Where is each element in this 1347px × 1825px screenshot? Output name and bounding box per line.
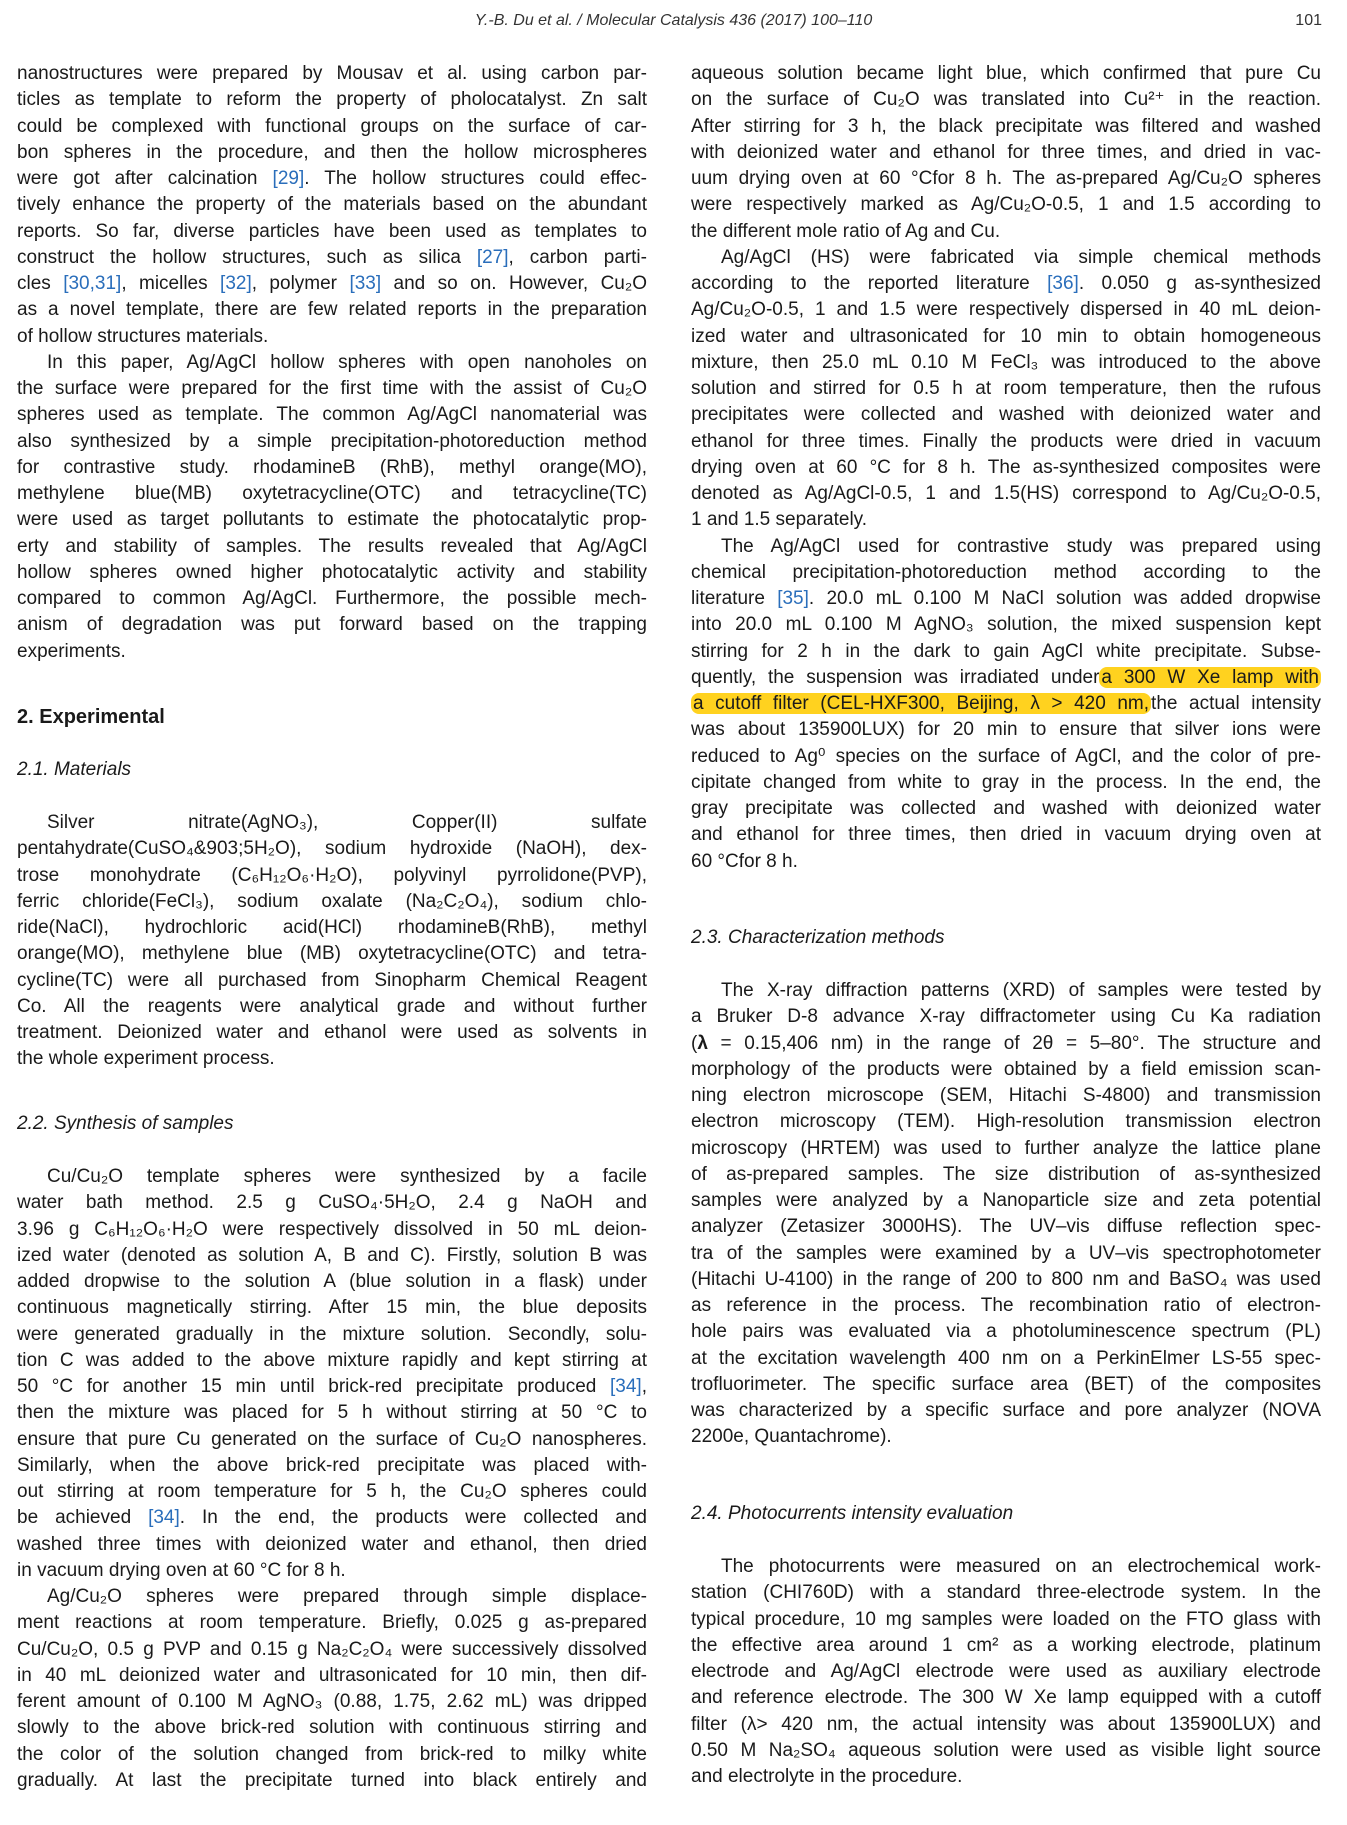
text-line: be achieved [34]. In the end, the products were collected and <box>17 1507 647 1529</box>
text-line: orange(MO), methylene blue (MB) oxytetracycline(OTC) and tetra- <box>17 943 647 965</box>
text-line: Silver nitrate(AgNO₃), Copper(II) sulfate <box>47 812 647 833</box>
text-line: precipitates were collected and washed with deionized water and <box>691 404 1321 426</box>
text-line: samples were analyzed by a Nanoparticle size and zeta potential <box>691 1190 1321 1211</box>
text-line: ized water and ultrasonicated for 10 min to obtain homogeneous <box>691 325 1321 347</box>
text-line: washed three times with deionized water and ethanol, then dried <box>17 1533 647 1555</box>
text-line: according to the reported literature [36]. 0.050 g as-synthesized <box>691 273 1321 294</box>
text-line: ferent amount of 0.100 M AgNO₃ (0.88, 1.75, 2.62 mL) was dripped <box>17 1691 647 1712</box>
highlighted-text: a cutoff filter (CEL-HXF300, Beijing, λ > 420 nm, <box>693 693 1150 714</box>
text-line: continuous magnetically stirring. After 15 min, the blue deposits <box>17 1297 647 1319</box>
text-line: compared to common Ag/AgCl. Furthermore, the possible mech- <box>17 588 647 609</box>
text-line: into 20.0 mL 0.100 M AgNO₃ solution, the mixed suspension kept <box>691 614 1321 636</box>
text-line: then the mixture was placed for 5 h without stirring at 50 °C to <box>17 1402 647 1424</box>
characterization-text <box>691 978 1321 1451</box>
text-line: the different mole ratio of Ag and Cu. <box>691 220 1001 242</box>
text-line: Ag/Cu₂O-0.5, 1 and 1.5 were respectively dispersed in 40 mL deion- <box>691 299 1321 321</box>
text-line: construct the hollow structures, such as silica [27], carbon parti- <box>17 246 647 268</box>
text-line: with deionized water and ethanol for three times, and dried in vac- <box>691 141 1321 163</box>
text-line: Ag/AgCl (HS) were fabricated via simple chemical methods <box>721 246 1321 268</box>
text-line: The photocurrents were measured on an electrochemical work- <box>721 1556 1321 1577</box>
bold-symbol: λ <box>697 1032 708 1054</box>
text-line: microscopy (HRTEM) was used to further analyze the lattice plane <box>691 1137 1321 1159</box>
text-line: at the excitation wavelength 400 nm on a PerkinElmer LS-55 spec- <box>691 1347 1321 1369</box>
text-line: were got after calcination [29]. The hollow structures could effec- <box>17 168 647 189</box>
subsection-heading-characterization: 2.3. Characterization methods <box>691 927 945 948</box>
citation-link[interactable]: [34] <box>610 1376 642 1397</box>
text-line: erty and stability of samples. The results revealed that Ag/AgCl <box>17 535 647 557</box>
text-line: (Hitachi U-4100) in the range of 200 to 800 nm and BaSO₄ was used <box>691 1268 1321 1290</box>
citation-link[interactable]: [32] <box>220 273 252 294</box>
section-heading-experimental: 2. Experimental <box>17 706 165 728</box>
text-line: hollow spheres owned higher photocatalytic activity and stability <box>17 561 647 583</box>
text-line: ride(NaCl), hydrochloric acid(HCl) rhodamineB(RhB), methyl <box>17 917 647 938</box>
text-line: tion C was added to the above mixture rapidly and kept stirring at <box>17 1349 647 1371</box>
synthesis-continued-text <box>691 61 1321 875</box>
running-head: Y.-B. Du et al. / Molecular Catalysis 436 (2017) 100–110 <box>474 12 873 29</box>
text-line: In this paper, Ag/AgCl hollow spheres with open nanoholes on <box>47 351 647 373</box>
text-line: station (CHI760D) with a standard three-electrode system. In the <box>691 1582 1321 1604</box>
text-line: a cutoff filter (CEL-HXF300, Beijing, λ > 420 nm, the actual intensity <box>693 693 1322 714</box>
text-line: Co. All the reagents were analytical grade and without further <box>17 995 647 1017</box>
synthesis-text <box>17 1164 647 1794</box>
text-line: uum drying oven at 60 °Cfor 8 h. The as-prepared Ag/Cu₂O spheres <box>691 168 1321 189</box>
citation-link[interactable]: [35] <box>777 588 809 609</box>
subsection-heading-synthesis: 2.2. Synthesis of samples <box>17 1113 234 1134</box>
text-line: tra of the samples were examined by a UV–vis spectrophotometer <box>691 1242 1321 1264</box>
text-line: was about 135900LUX) for 20 min to ensure that silver ions were <box>691 719 1321 741</box>
text-line: morphology of the products were obtained by a field emission scan- <box>691 1058 1321 1080</box>
text-line: as reference in the process. The recombination ratio of electron- <box>691 1295 1321 1316</box>
text-line: for contrastive study. rhodamineB (RhB), methyl orange(MO), <box>17 456 647 478</box>
text-line: 50 °C for another 15 min until brick-red precipitate produced [34], <box>17 1376 647 1397</box>
text-line: ticles as template to reform the property of pholocatalyst. Zn salt <box>17 89 647 111</box>
subsection-heading-materials: 2.1. Materials <box>17 759 132 780</box>
text-line: denoted as Ag/AgCl-0.5, 1 and 1.5(HS) correspond to Ag/Cu₂O-0.5, <box>691 483 1321 504</box>
text-line: were used as target pollutants to estimate the photocatalytic prop- <box>17 509 647 531</box>
text-line: a Bruker D-8 advance X-ray diffractometer using Cu Ka radiation <box>691 1006 1321 1028</box>
text-line: (λ = 0.15,406 nm) in the range of 2θ = 5–80°. The structure and <box>691 1032 1321 1054</box>
highlighted-text: a 300 W Xe lamp with <box>1101 666 1319 688</box>
text-line: 0.50 M Na₂SO₄ aqueous solution were used as visible light source <box>691 1739 1321 1761</box>
text-line: 60 °Cfor 8 h. <box>691 850 798 872</box>
text-line: pentahydrate(CuSO₄&903;5H₂O), sodium hydroxide (NaOH), dex- <box>17 838 647 860</box>
materials-text <box>17 810 647 1073</box>
text-line: reports. So far, diverse particles have been used as templates to <box>17 220 647 242</box>
citation-link[interactable]: [29] <box>272 168 305 189</box>
citation-link[interactable]: [30,31] <box>63 273 122 294</box>
text-line: After stirring for 3 h, the black precipitate was filtered and washed <box>691 115 1321 137</box>
text-line: ethanol for three times. Finally the products were dried in vacuum <box>691 430 1321 452</box>
text-line: the color of the solution changed from brick-red to milky white <box>17 1743 647 1765</box>
photocurrent-text <box>691 1554 1321 1790</box>
text-line: reduced to Ag⁰ species on the surface of AgCl, and the color of pre- <box>691 745 1321 767</box>
text-line: as a novel template, there are few related reports in the preparation <box>17 299 647 321</box>
text-line: ferric chloride(FeCl₃), sodium oxalate (Na₂C₂O₄), sodium chlo- <box>17 890 647 912</box>
text-line: tively enhance the property of the materials based on the abundant <box>17 194 647 216</box>
text-line: gray precipitate was collected and washed with deionized water <box>691 798 1321 819</box>
text-line: were respectively marked as Ag/Cu₂O-0.5, 1 and 1.5 according to <box>691 194 1321 216</box>
text-line: of hollow structures materials. <box>17 325 269 347</box>
text-line: hole pairs was evaluated via a photoluminescence spectrum (PL) <box>691 1321 1321 1343</box>
text-line: methylene blue(MB) oxytetracycline(OTC) and tetracycline(TC) <box>17 483 647 504</box>
text-line: of as-prepared samples. The size distribution of as-synthesized <box>691 1163 1321 1185</box>
text-line: filter (λ> 420 nm, the actual intensity was about 135900LUX) and <box>691 1713 1321 1735</box>
text-line: cipitate changed from white to gray in the process. In the end, the <box>691 771 1321 793</box>
text-line: The Ag/AgCl used for contrastive study was prepared using <box>721 535 1321 557</box>
text-line: cycline(TC) were all purchased from Sinopharm Chemical Reagent <box>17 969 647 991</box>
citation-link[interactable]: [34] <box>148 1507 180 1529</box>
text-line: in 40 mL deionized water and ultrasonicated for 10 min, then dif- <box>17 1664 647 1686</box>
intro-text <box>17 61 647 665</box>
text-line: the surface were prepared for the first time with the assist of Cu₂O <box>17 378 647 399</box>
text-line: was characterized by a specific surface and pore analyzer (NOVA <box>691 1400 1321 1421</box>
text-line: electrode and Ag/AgCl electrode were used as auxiliary electrode <box>691 1661 1321 1682</box>
text-line: in vacuum drying oven at 60 °C for 8 h. <box>17 1559 346 1581</box>
citation-link[interactable]: [27] <box>476 246 509 268</box>
text-line: could be complexed with functional groups on the surface of car- <box>17 115 647 137</box>
text-line: anism of degradation was put forward based on the trapping <box>17 614 647 636</box>
text-line: spheres used as template. The common Ag/AgCl nanomaterial was <box>17 404 647 426</box>
citation-link[interactable]: [36] <box>1047 273 1079 294</box>
text-line: aqueous solution became light blue, which confirmed that pure Cu <box>691 63 1321 84</box>
text-line: experiments. <box>17 640 126 662</box>
text-line: gradually. At last the precipitate turned into black entirely and <box>17 1769 647 1791</box>
text-line: 1 and 1.5 separately. <box>691 509 868 531</box>
text-line: trose monohydrate (C₆H₁₂O₆·H₂O), polyvinyl pyrrolidone(PVP), <box>17 864 647 886</box>
text-line: typical procedure, 10 mg samples were loaded on the FTO glass with <box>691 1608 1321 1630</box>
text-line: bon spheres in the procedure, and then the hollow microspheres <box>17 141 647 163</box>
text-line: added dropwise to the solution A (blue solution in a flask) under <box>17 1271 647 1292</box>
text-line: ning electron microscope (SEM, Hitachi S-4800) and transmission <box>691 1085 1321 1106</box>
text-line: nanostructures were prepared by Mousav et al. using carbon par- <box>17 63 647 84</box>
page-number: 101 <box>1295 12 1322 29</box>
text-line: Cu/Cu₂O, 0.5 g PVP and 0.15 g Na₂C₂O₄ were successively dissolved <box>17 1638 647 1660</box>
text-line: the whole experiment process. <box>17 1048 275 1070</box>
citation-link[interactable]: [33] <box>349 273 382 294</box>
text-line: out stirring at room temperature for 5 h, the Cu₂O spheres could <box>17 1481 647 1502</box>
text-line: stirring for 2 h in the dark to gain AgCl white precipitate. Subse- <box>691 640 1321 662</box>
text-line: and reference electrode. The 300 W Xe lamp equipped with a cutoff <box>691 1687 1321 1709</box>
text-line: electron microscopy (TEM). High-resolution transmission electron <box>691 1111 1321 1133</box>
text-line: and electrolyte in the procedure. <box>691 1766 963 1787</box>
text-line: 3.96 g C₆H₁₂O₆·H₂O were respectively dissolved in 50 mL deion- <box>17 1218 647 1240</box>
text-line: also synthesized by a simple precipitation-photoreduction method <box>17 430 647 452</box>
text-line: the effective area around 1 cm² as a working electrode, platinum <box>691 1634 1321 1656</box>
text-line: ized water (denoted as solution A, B and C). Firstly, solution B was <box>17 1244 647 1266</box>
text-line: water bath method. 2.5 g CuSO₄·5H₂O, 2.4 g NaOH and <box>17 1192 647 1214</box>
text-line: quently, the suspension was irradiated under a 300 W Xe lamp with <box>691 666 1319 688</box>
text-line: were generated gradually in the mixture solution. Secondly, solu- <box>17 1323 647 1345</box>
text-line: analyzer (Zetasizer 3000HS). The UV–vis diffuse reflection spec- <box>691 1216 1321 1238</box>
text-line: treatment. Deionized water and ethanol were used as solvents in <box>17 1022 647 1043</box>
text-line: Similarly, when the above brick-red precipitate was placed with- <box>17 1454 647 1476</box>
text-line: ensure that pure Cu generated on the surface of Cu₂O nanospheres. <box>17 1428 647 1450</box>
text-line: Ag/Cu₂O spheres were prepared through simple displace- <box>47 1586 647 1607</box>
subsection-heading-photocurrents: 2.4. Photocurrents intensity evaluation <box>691 1503 1014 1524</box>
text-line: ment reactions at room temperature. Briefly, 0.025 g as-prepared <box>17 1612 647 1634</box>
text-line: 2200e, Quantachrome). <box>691 1426 892 1448</box>
text-line: Cu/Cu₂O template spheres were synthesized by a facile <box>47 1166 647 1187</box>
text-line: The X-ray diffraction patterns (XRD) of samples were tested by <box>721 980 1321 1001</box>
text-line: on the surface of Cu₂O was translated into Cu²⁺ in the reaction. <box>691 89 1321 111</box>
text-line: slowly to the above brick-red solution with continuous stirring and <box>17 1717 647 1739</box>
text-line: and ethanol for three times, then dried in vacuum drying oven at <box>691 824 1321 846</box>
text-line: cles [30,31], micelles [32], polymer [33] and so on. However, Cu₂O <box>17 273 648 294</box>
text-line: trofluorimeter. The specific surface area (BET) of the composites <box>691 1373 1321 1395</box>
text-line: drying oven at 60 °C for 8 h. The as-synthesized composites were <box>691 456 1321 478</box>
text-line: mixture, then 25.0 mL 0.10 M FeCl₃ was introduced to the above <box>691 351 1321 373</box>
text-line: chemical precipitation-photoreduction method according to the <box>691 561 1321 583</box>
text-line: literature [35]. 20.0 mL 0.100 M NaCl solution was added dropwise <box>691 588 1322 609</box>
text-line: solution and stirred for 0.5 h at room temperature, then the rufous <box>691 378 1321 399</box>
